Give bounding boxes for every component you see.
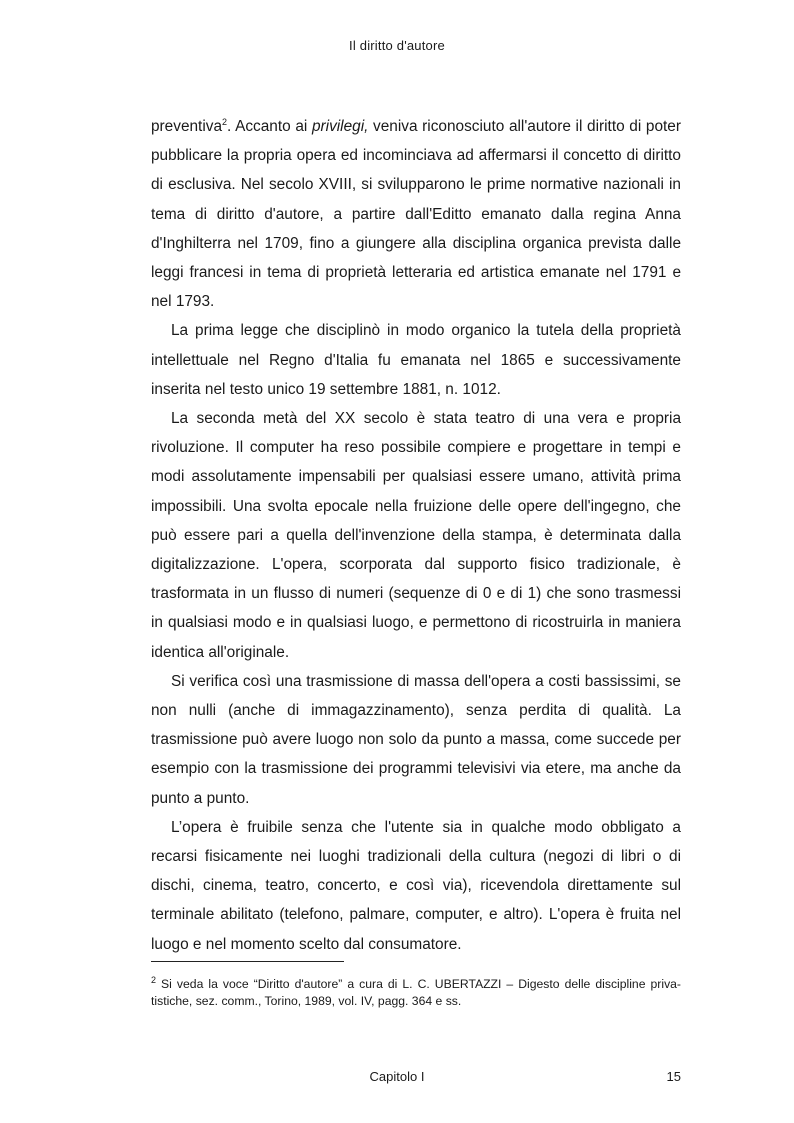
paragraph-1-rest: veniva riconosciuto all'autore il diritto di poter pubblicare la propria opera ed incominciava ad affermarsi il concetto di diritto di esclusiva. Nel secolo XVIII, si svilupparono le prime normative nazionali in tema di diritto d'autore, a partire dall'Editto emanato dalla regina Anna d'Inghilterra nel 1709, fino a giungere alla disciplina organica prevista dalle leggi francesi in tema di proprietà letteraria ed artistica emanate nel 1791 e nel 1793.	[151, 118, 681, 311]
paragraph-5: L’opera è fruibile senza che l'utente sia in qualche modo obbligato a recarsi fisicamente nei luoghi tradizionali della cultura (negozi di libri o di dischi, cinema, teatro, concerto, e così via), ricevendola direttamente sul terminale abilitato (telefono, palmare, computer, e altro). L'opera è fruita nel luogo e nel momento scelto dal consumatore.	[151, 818, 681, 953]
paragraph-1-emphasis: privilegi,	[311, 118, 369, 135]
paragraph-1-start: preventiva	[151, 118, 223, 135]
paragraph-3: La seconda metà del XX secolo è stata teatro di una vera e propria rivoluzione. Il computer ha reso possibile compiere e progettare in tempi e modi assolutamente impensabili per qualsiasi essere umano, attività prima impossibili. Una svolta epocale nella fruizione delle opere dell'ingegno, che può essere pari a quella dell'invenzione della stampa, è determinata dalla digitalizzazione. L'opera, scorporata dal supporto fisico tradizionale, è trasformata in un flusso di numeri (sequenze di 0 e di 1) che sono trasmessi in qualsiasi modo e in qualsiasi luogo, e permettono di ricostruirla in maniera identica all'originale.	[151, 410, 681, 661]
paragraph-1-mid: . Accanto ai	[227, 118, 312, 135]
footer-chapter: Capitolo I	[369, 1069, 425, 1084]
footnote-reference[interactable]: 2	[222, 116, 228, 127]
paragraph-4: Si verifica così una trasmissione di massa dell'opera a costi bassissimi, se non nulli (anche di immagazzinamento), senza perdita di qualità. La trasmissione può avere luogo non solo da punto a massa, come succede per esempio con la trasmissione dei programmi televisivi via etere, ma anche da punto a punto.	[151, 672, 681, 807]
running-header: Il diritto d'autore	[349, 38, 445, 53]
body-text	[151, 112, 681, 959]
footnote-number: 2	[151, 974, 157, 985]
footnote-text: Si veda la voce “Diritto d'autore” a cura di L. C. UBERTAZZI – Digesto delle discipline priva-tistiche, sez. comm., Torino, 1989, vol. IV, pagg. 364 e ss.	[151, 977, 681, 1008]
paragraph-1	[151, 112, 681, 316]
page-number: 15	[666, 1069, 681, 1084]
paragraph-2: La prima legge che disciplinò in modo organico la tutela della proprietà intellettuale nel Regno d'Italia fu emanata nel 1865 e successivamente inserita nel testo unico 19 settembre 1881, n. 1012.	[151, 322, 681, 398]
footnote	[151, 976, 681, 1010]
footnote-divider	[151, 961, 344, 962]
